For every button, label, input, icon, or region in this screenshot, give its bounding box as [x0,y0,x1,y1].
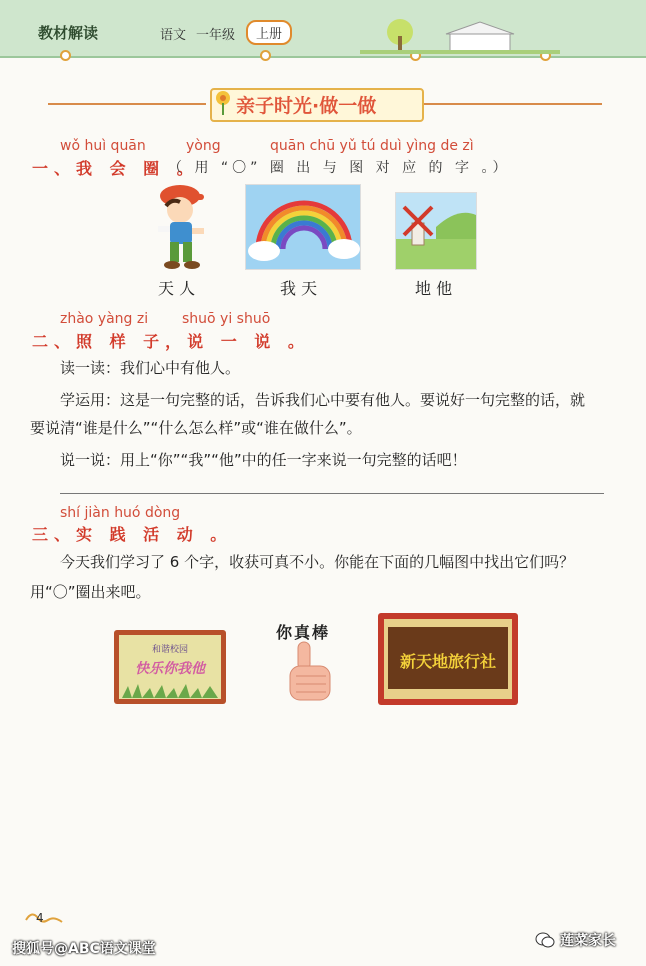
volume-badge: 上册 [246,20,292,45]
section2-learn-line2: 要说清“谁是什么”“什么怎么样”或“谁在做什么”。 [30,419,362,437]
section2-heading: 二、照 样 子，说 一 说 。 [32,332,310,351]
travel-agency-sign [378,613,518,705]
windmill-picture [395,192,477,270]
writing-line [60,493,604,494]
campus-sign-top: 和谐校园 [151,645,188,655]
section1-instruction: （ 用 “〇” 圈 出 与 图 对 应 的 字 。） [168,160,511,176]
section1-pinyin: yòng [186,138,221,154]
travel-agency-sign-text: 新天地旅行社 [399,652,496,671]
section3-line2: 用“〇”圈出来吧。 [30,583,151,601]
section2-pinyin: shuō yi shuō [182,311,271,327]
section3-line1: 今天我们学习了 6 个字，收获可真不小。你能在下面的几幅图中找出它们吗？ [60,553,575,571]
banner-rule-left [48,103,206,105]
rainbow-options: 我 天 [280,279,318,298]
grass-decoration [122,680,218,698]
header-scene-illustration [360,18,560,54]
campus-sign [114,630,226,704]
header-dot [260,50,271,61]
section1-pinyin: quān chū yǔ tú duì yìng de zì [270,138,474,154]
watermark-left: 搜狐号@ABC语文课堂 [12,941,156,957]
header-dot [60,50,71,61]
praise-text: 你真棒 [276,623,331,642]
section1-heading: 一、我 会 圈 。 [32,159,199,178]
subject-label: 语文 [160,28,187,43]
section2-read: 读一读：我们心中有他人。 [60,359,241,377]
section3-pinyin: shí jiàn huó dòng [60,505,181,521]
thumbs-up-icon [282,640,338,704]
section3-heading: 三、实 践 活 动 。 [32,525,233,544]
banner-title: 亲子时光·做一做 [236,95,377,117]
section2-say: 说一说：用上“你”“我”“他”中的任一字来说一句完整的话吧！ [60,451,467,469]
watermark-right: 莲菜家长 [560,933,616,949]
banner-rule-right [424,103,602,105]
section2-learn-line1: 学运用：这是一句完整的话，告诉我们心中要有他人。要说好一句完整的话，就 [60,391,586,409]
grade-label: 一年级 [196,28,236,43]
section2-pinyin: zhào yàng zi [60,311,149,327]
rainbow-picture [245,184,361,270]
boy-options: 天 人 [158,279,196,298]
section1-pinyin: wǒ huì quān [60,138,146,154]
windmill-options: 地 他 [415,279,453,298]
swirl-icon [22,908,66,926]
flower-icon [212,88,234,116]
wechat-icon [535,930,555,950]
book-title: 教材解读 [38,24,99,42]
page-number: 4 [36,911,44,925]
boy-picture [150,180,216,272]
campus-sign-main: 快乐你我他 [135,661,205,677]
